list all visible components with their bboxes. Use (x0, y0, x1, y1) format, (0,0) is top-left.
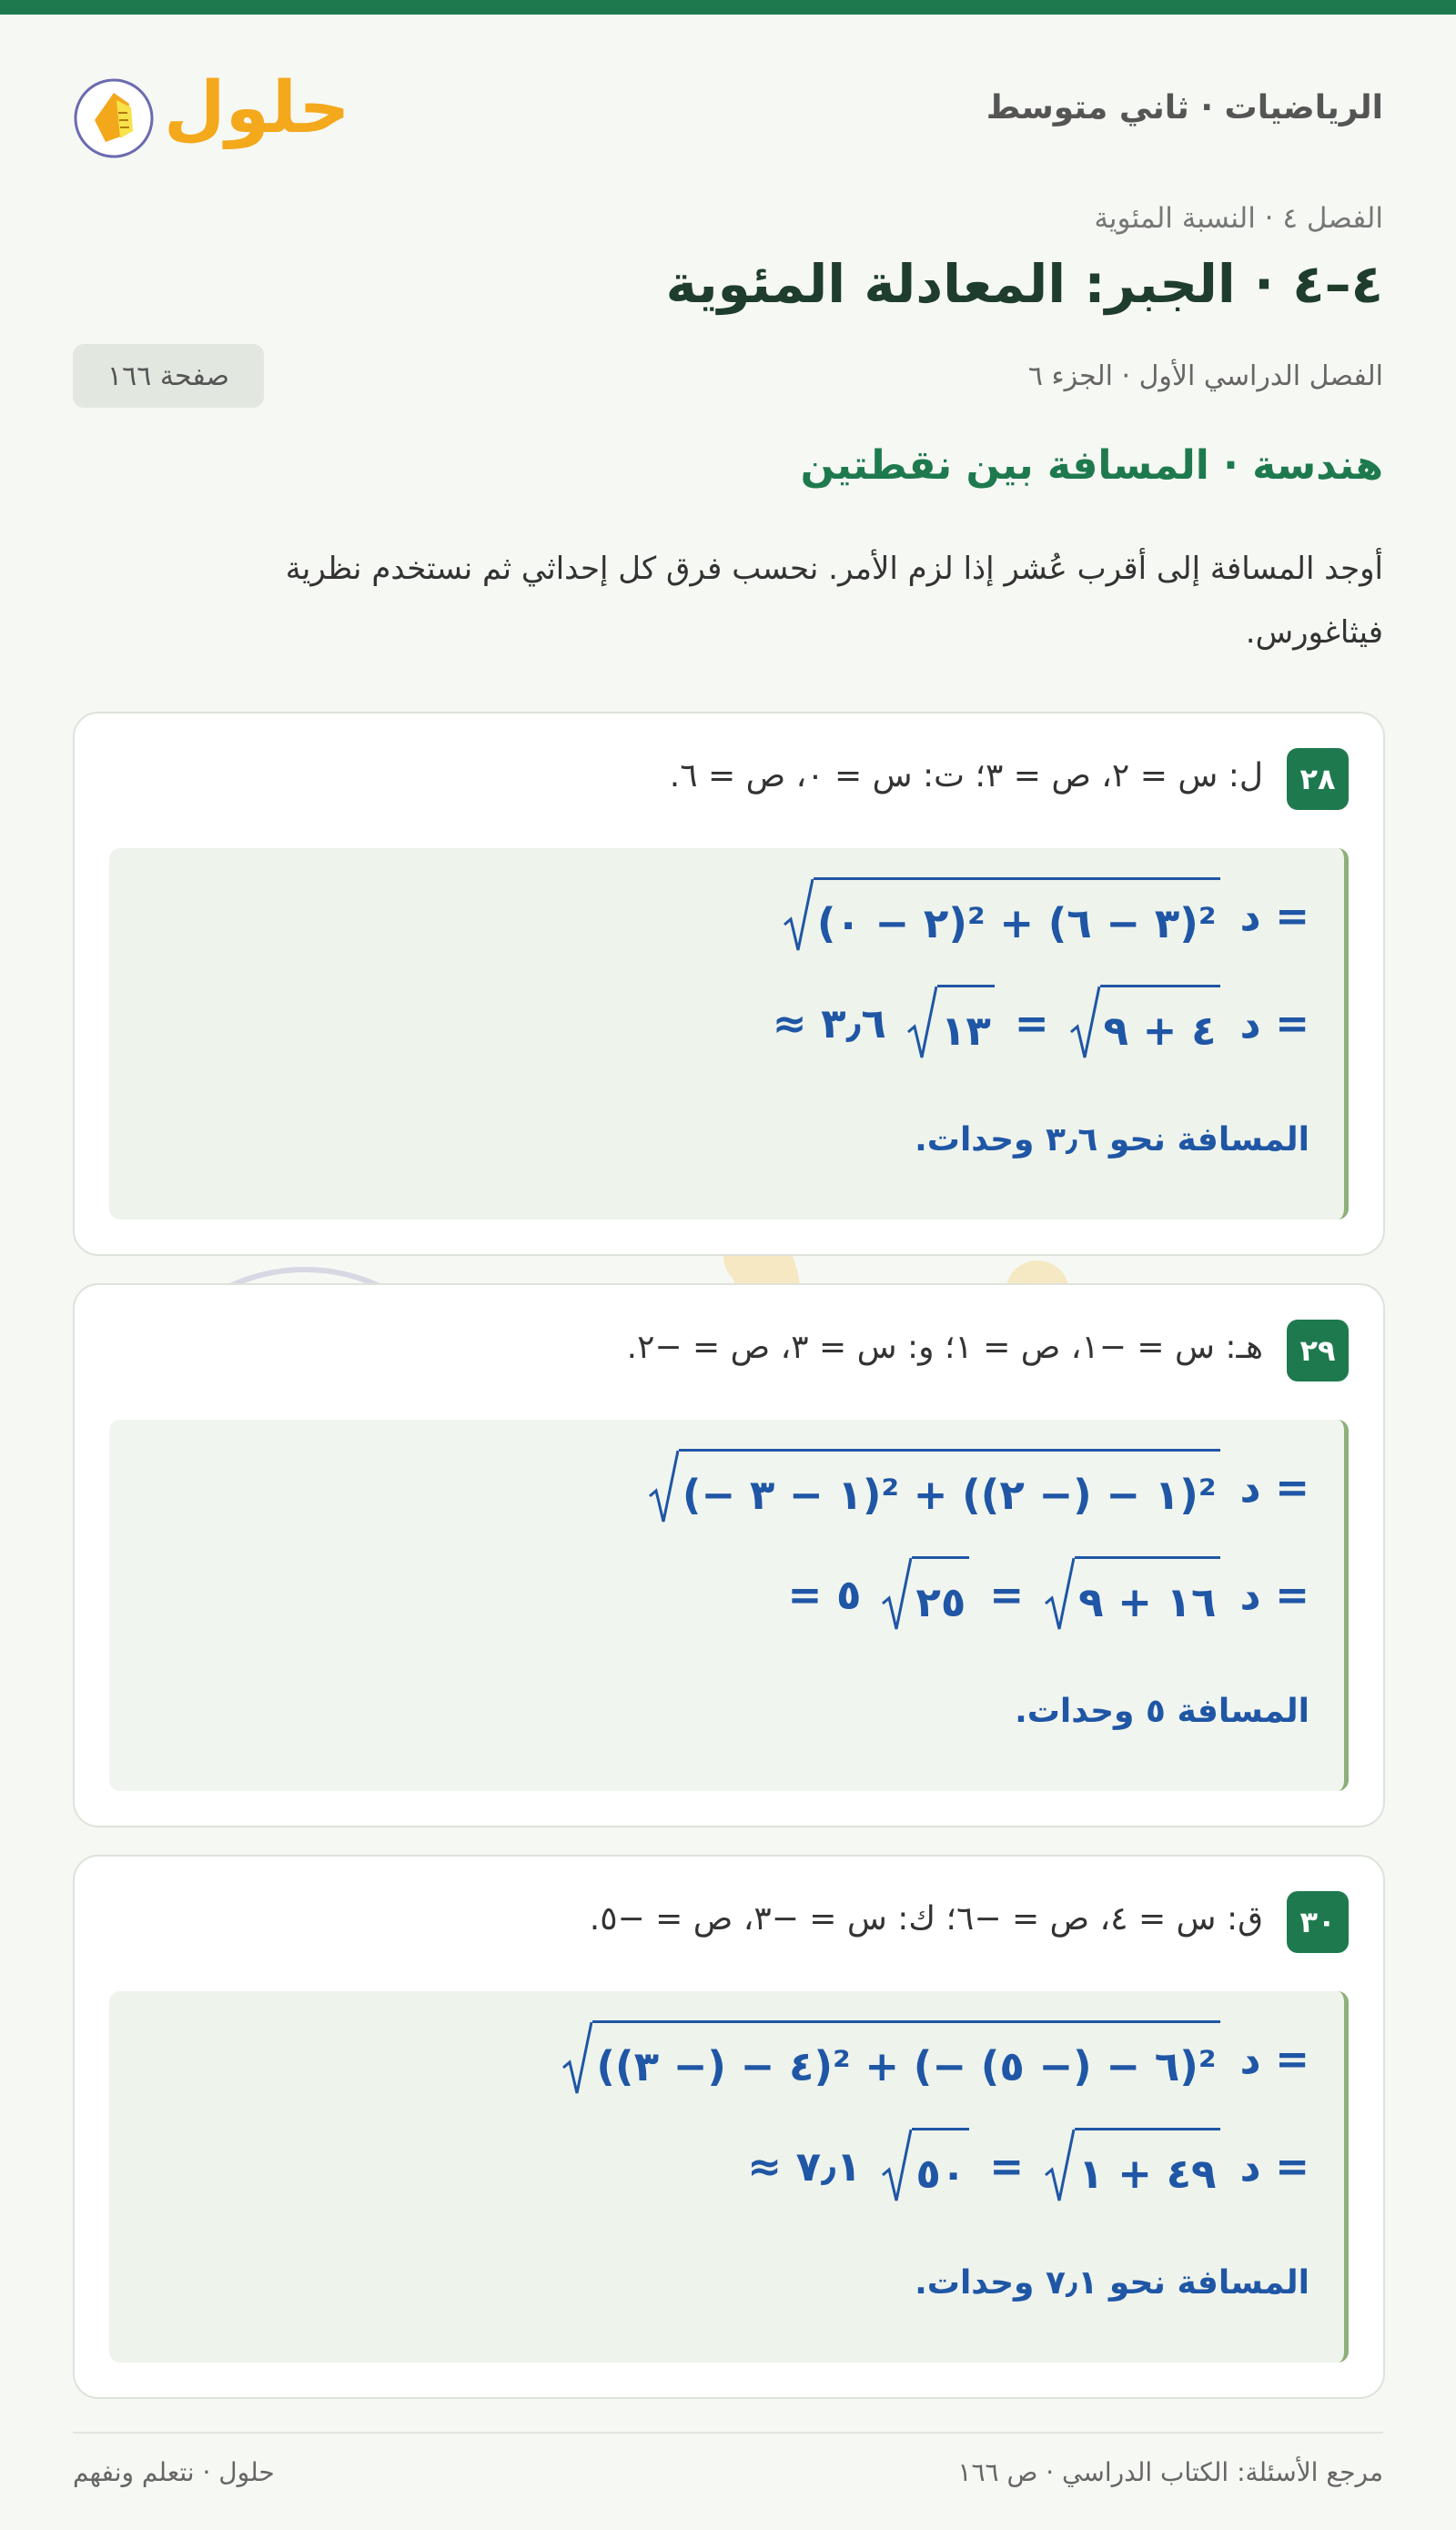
brand-wordmark: حلول (164, 67, 350, 149)
square-root (881, 2128, 969, 2205)
brand-logo[interactable] (73, 67, 350, 164)
page-title: ٤–٤ · الجبر: المعادلة المئوية (665, 253, 1383, 315)
section-intro: أوجد المسافة إلى أقرب عُشر إذا لزم الأمر. نحسب فرق كل إحداثي ثم نستخدم نظرية فيثاغورس. (285, 551, 1383, 651)
equation-tail: ≈ ٣٫٦ (772, 999, 886, 1047)
footer-tagline: حلول · نتعلم ونفهم (73, 2457, 275, 2487)
solution-box (109, 1420, 1349, 1791)
term-label: الفصل الدراسي الأول · الجزء ٦ (1027, 360, 1383, 392)
radical-sign-icon (561, 2020, 592, 2097)
radical-sign-icon (1069, 985, 1100, 1061)
solution-conclusion: المسافة نحو ٧٫١ وحدات. (915, 2264, 1309, 2302)
radicand: (٢ − ٠)² + (٣ − ٦)² (814, 877, 1220, 955)
radical-sign-icon (906, 985, 937, 1061)
equation-lhs: د = (1239, 892, 1309, 940)
subject-label: الرياضيات · ثاني متوسط (986, 89, 1383, 126)
problem-card (73, 1283, 1385, 1827)
equals-sign: = (989, 2142, 1025, 2191)
radicand: ١٣ (937, 985, 995, 1062)
equation-line-1 (783, 877, 1309, 955)
radical-sign-icon (1044, 1556, 1075, 1633)
radical-sign-icon (1044, 2128, 1075, 2204)
radicand: ٤ + ٩ (1100, 985, 1220, 1062)
equation-lhs: د = (1239, 2142, 1309, 2191)
radicand: ٤٩ + ١ (1075, 2128, 1219, 2205)
problem-prompt: ق: س = ٤، ص = −٦؛ ك: س = −٣، ص = −٥. (589, 1900, 1263, 1938)
equation-lhs: د = (1239, 2035, 1309, 2083)
equation-line-2 (788, 1556, 1309, 1634)
radicand: ١٦ + ٩ (1075, 1556, 1219, 1634)
radical-sign-icon (783, 877, 814, 954)
square-root (561, 2020, 1219, 2098)
radicand: ٢٥ (912, 1556, 969, 1634)
square-root (881, 1556, 969, 1634)
page-header (73, 64, 1383, 164)
section-title: هندسة · المسافة بين نقطتين (800, 442, 1383, 489)
top-accent-bar (0, 0, 1456, 15)
equals-sign: = (989, 1571, 1025, 1619)
solution-box (109, 1991, 1349, 2363)
radical-sign-icon (881, 1556, 912, 1633)
solution-conclusion: المسافة نحو ٣٫٦ وحدات. (915, 1121, 1309, 1159)
footer-divider (73, 2432, 1383, 2434)
equation-lhs: د = (1239, 1463, 1309, 1512)
equation-line-1 (561, 2020, 1309, 2098)
square-root (1044, 2128, 1219, 2205)
equation-lhs: د = (1239, 1571, 1309, 1619)
equation-tail: = ٥ (787, 1571, 862, 1619)
equation-lhs: د = (1239, 999, 1309, 1047)
radical-sign-icon (881, 2128, 912, 2204)
equals-sign: = (1014, 999, 1049, 1047)
radicand: (− ١ − ٣)² + (١ − (− ٢))² (679, 1449, 1220, 1526)
problem-card (73, 1855, 1385, 2399)
equation-line-2 (747, 2128, 1309, 2205)
square-root (1069, 985, 1220, 1062)
square-root (783, 877, 1220, 955)
square-root (1044, 1556, 1219, 1634)
radicand: ٥٠ (912, 2128, 969, 2205)
solution-box (109, 848, 1349, 1219)
square-root (906, 985, 995, 1062)
problem-card (73, 712, 1385, 1256)
equation-line-1 (648, 1449, 1309, 1526)
problem-prompt: ل: س = ٢، ص = ٣؛ ت: س = ٠، ص = ٦. (669, 757, 1263, 794)
solution-conclusion: المسافة ٥ وحدات. (1015, 1693, 1309, 1730)
problem-number: ٣٠ (1287, 1891, 1349, 1953)
radical-sign-icon (648, 1449, 679, 1525)
equation-tail: ≈ ٧٫١ (747, 2142, 862, 2191)
equation-line-2 (773, 985, 1309, 1062)
problem-prompt: هـ: س = −١، ص = ١؛ و: س = ٣، ص = −٢. (626, 1329, 1263, 1366)
square-root (648, 1449, 1220, 1526)
problem-number: ٢٨ (1287, 748, 1349, 810)
page-number-badge: صفحة ١٦٦ (73, 344, 264, 408)
footer-reference: مرجع الأسئلة: الكتاب الدراسي · ص ١٦٦ (957, 2457, 1383, 2487)
problem-number: ٢٩ (1287, 1320, 1349, 1381)
chapter-label: الفصل ٤ · النسبة المئوية (1094, 202, 1383, 235)
radicand: (٤ − (− ٣))² + (− ٦ − (− ٥))² (592, 2020, 1219, 2098)
